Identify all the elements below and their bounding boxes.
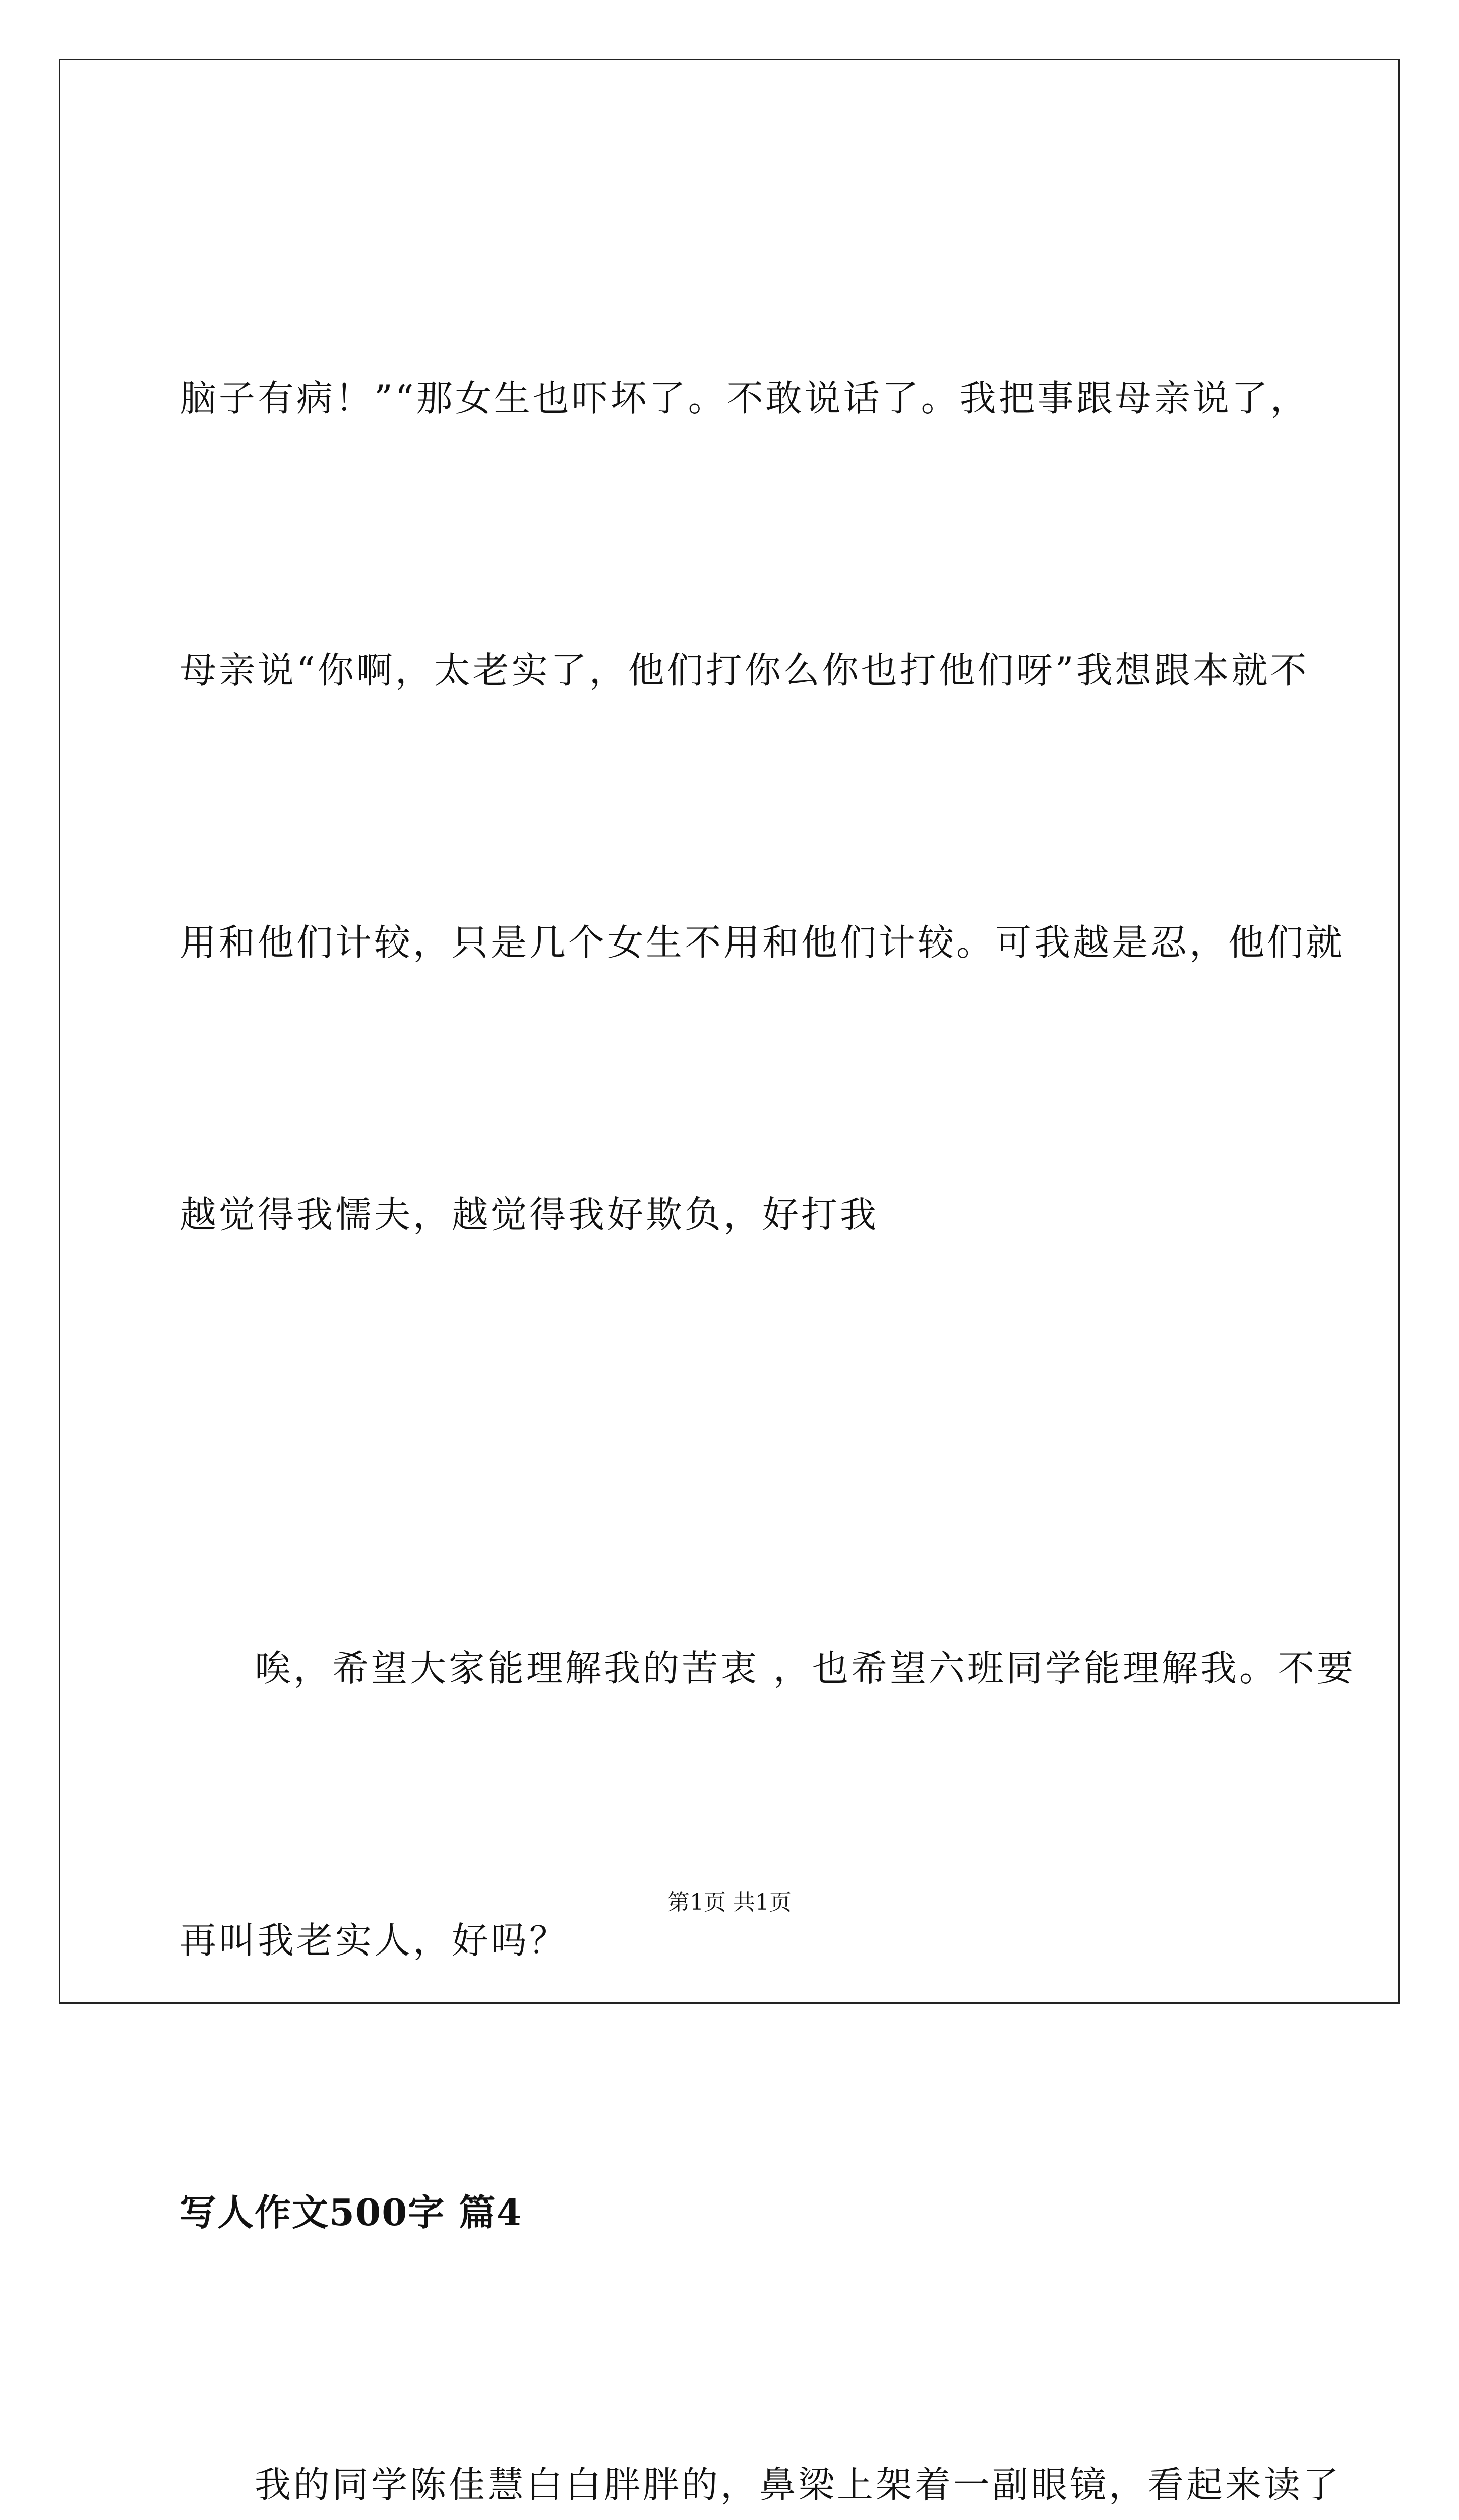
text-line: 唉，希望大家能理解我的苦衷 ，也希望六班同学能理解我。不要: [255, 1647, 1356, 1689]
paragraph: [180, 2258, 1342, 2520]
paragraph: [180, 171, 1345, 1441]
page-footer: 第1页 共1页: [667, 1889, 792, 1915]
document-body: [180, 171, 1356, 2520]
text-line: 再叫我老实人，好吗？: [180, 1919, 569, 1962]
text-line: 用和他们计较，只是几个女生不用和他们计较。可我越是忍，他们就: [180, 921, 1345, 964]
paragraph: [180, 1441, 1356, 2167]
text-line: 我的同学陈佳慧白白胖胖的，鼻梁上架着一副眼镜，看起来读了: [255, 2464, 1342, 2506]
text-line: 脑子有病！”“那女生也吓坏了。不敢说话了。我把事跟母亲说了，: [180, 377, 1309, 419]
text-line: 母亲说“你啊，太老实了，他们打你么你也打他们呀”我想跟本就不: [180, 649, 1309, 691]
text-line: 越觉得我懦夫，越觉得我好欺负，好打我: [180, 1193, 879, 1236]
section-heading: 写人作文500字 篇4: [180, 2191, 523, 2234]
